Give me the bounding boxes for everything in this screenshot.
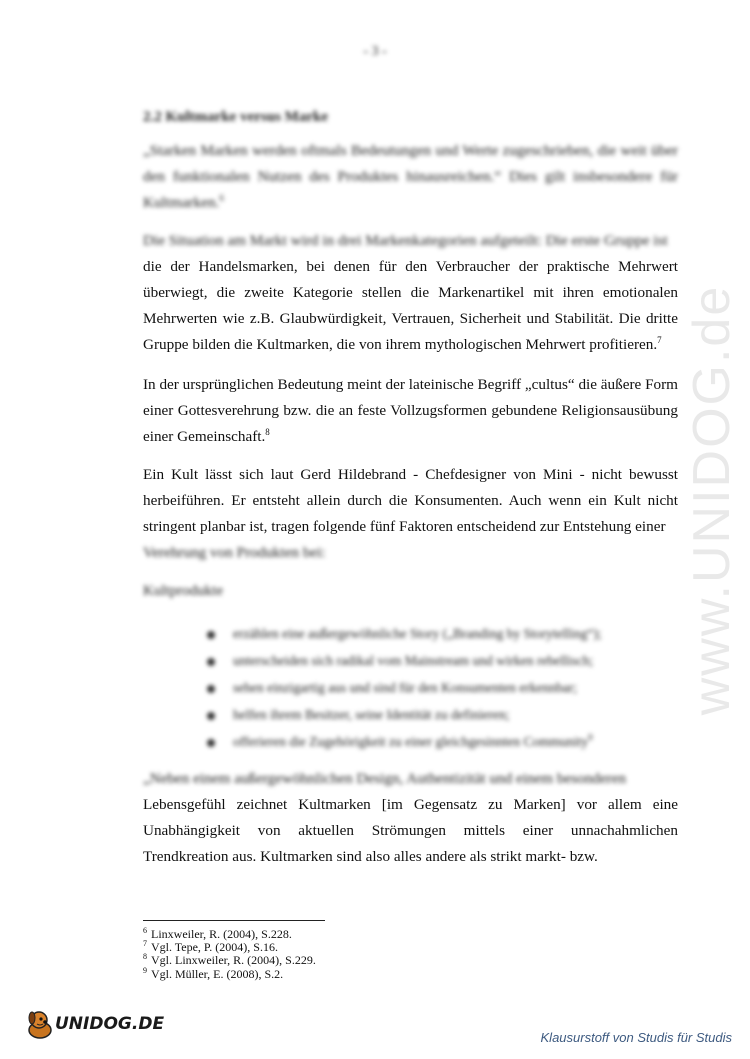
page-number: - 3 -: [363, 44, 387, 59]
footnote-9: $^9$ Vgl. Müller, E. (2008), S.2.: [143, 965, 284, 981]
footnote-ref-9: 9: [588, 732, 593, 743]
bullet-icon: [207, 658, 215, 666]
footnote-8: $^8$ Vgl. Linxweiler, R. (2004), S.229.: [143, 952, 316, 968]
footer-tagline: Klausurstoff von Studis für Studis: [540, 1030, 732, 1045]
paragraph-4-text: Ein Kult lässt sich laut Gerd Hildebrand - Chefdesigner von Mini - nicht bewusst herbeiführen. Er entsteht allein durch die Konsumenten. Auch wenn ein Kult nicht stringent planbar ist, tragen folgende fünf Faktoren entscheidend zur Entstehung einer: [143, 466, 678, 535]
footnote-7: $^7$ Vgl. Tepe, P. (2004), S.16.: [143, 939, 278, 955]
list-item: offerieren die Zugehörigkeit zu einer gleichgesinnten Community$^9$: [207, 728, 602, 755]
bullet-icon: [207, 685, 215, 693]
paragraph-5-text: Lebensgefühl zeichnet Kultmarken [im Gegensatz zu Marken] vor allem eine Unabhängigkeit von aktuellen Strömungen mittels einer unnachahmlichen Trendkreation aus. Kultmarken sind also alles andere als strikt markt- bzw.: [143, 796, 678, 865]
paragraph-2: [143, 228, 678, 358]
dog-mascot-icon: [25, 1008, 55, 1040]
bullet-icon: [207, 739, 215, 747]
paragraph-4-blurred-line: Verehrung von Produkten bei:: [143, 544, 326, 561]
paragraph-1-text: „Starken Marken werden oftmals Bedeutungen und Werte zugeschrieben, die weit über den funktionalen Nutzen des Produktes hinausreichen.“ Dies gilt insbesondere für Kultmarken.: [143, 142, 678, 211]
paragraph-2-blurred-line: Die Situation am Markt wird in drei Markenkategorien aufgeteilt: Die erste Gruppe ist: [143, 232, 668, 249]
paragraph-3-text: In der ursprünglichen Bedeutung meint der lateinische Begriff „cultus“ die äußere Form einer Gottesverehrung bzw. die an feste Vollzugsformen gebundene Religionsausübung einer Gemeinschaft.: [143, 376, 678, 445]
unidog-logo[interactable]: [25, 1008, 165, 1044]
watermark-text: www.UNIDOG.de: [683, 284, 741, 716]
list-item: unterscheiden sich radikal vom Mainstream und wirken rebellisch;: [207, 647, 602, 674]
bullet-list: [207, 620, 602, 755]
list-item: sehen einzigartig aus und sind für den Konsumenten erkennbar;: [207, 674, 602, 701]
footnote-divider: [143, 920, 325, 921]
footnote-ref-6: 6: [219, 192, 224, 203]
paragraph-1: [143, 138, 678, 216]
list-item: helfen ihrem Besitzer, seine Identität zu definieren;: [207, 701, 602, 728]
paragraph-5: [143, 766, 678, 870]
paragraph-4: [143, 462, 678, 566]
subheading-kultprodukte: Kultprodukte: [143, 583, 223, 599]
footnote-ref-8: 8: [265, 426, 270, 437]
bullet-icon: [207, 631, 215, 639]
paragraph-3: [143, 372, 678, 450]
paragraph-2-text: die der Handelsmarken, bei denen für den Verbraucher der praktische Mehrwert überwiegt, die zweite Kategorie stellen die Markenartikel mit ihren emotionalen Mehrwerten wie z.B. Glaubwürdigkeit, Vertrauen, Sicherheit und Stabilität. Die dritte Gruppe bilden die Kultmarken, die von ihrem mythologischen Mehrwert profitieren.: [143, 258, 678, 353]
paragraph-5-blurred-line: „Neben einem außergewöhnlichen Design, Authentizität und einem besonderen: [143, 770, 627, 787]
section-heading: 2.2 Kultmarke versus Marke: [143, 109, 328, 125]
footnote-6: $^6$ Linxweiler, R. (2004), S.228.: [143, 926, 292, 941]
logo-text: UNIDOG.DE: [55, 1014, 165, 1034]
bullet-icon: [207, 712, 215, 720]
footnote-ref-7: 7: [657, 334, 662, 345]
list-item: erzählen eine außergewöhnliche Story („Branding by Storytelling“);: [207, 620, 602, 647]
footnotes: [143, 928, 316, 981]
